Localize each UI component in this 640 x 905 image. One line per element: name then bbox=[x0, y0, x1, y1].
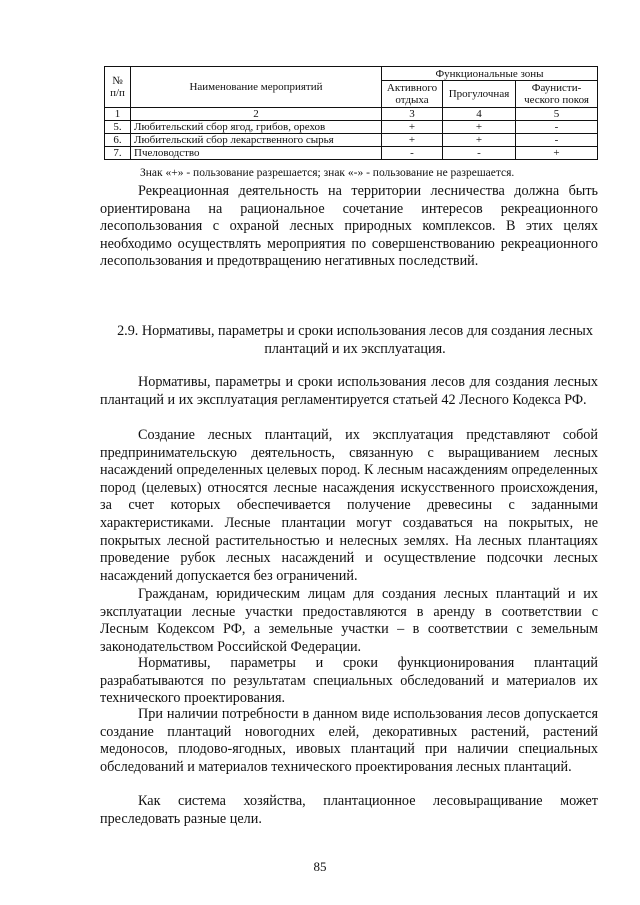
row-name: Любительский сбор лекарственного сырья bbox=[131, 134, 382, 147]
table-row bbox=[105, 147, 598, 160]
row-value: + bbox=[382, 121, 443, 134]
paragraph: Создание лесных плантаций, их эксплуатация представляют собой предпринимательскую деятельность, связанную с выращиванием лесных насаждений определенных целевых пород. К лесным насаждениям определенных пород (целевых) относятся лесные насаждения искусственного происхождения, за счет которых обеспечивается получение древесины с заданными характеристиками. Лесные плантации могут создаваться на покрытых, не покрытых лесной растительностью и нелесных землях. На лесных плантациях проведение рубок лесных насаждений и осуществление подсочки лесных насаждений допускается без ограничений. bbox=[100, 427, 598, 584]
row-name: Пчеловодство bbox=[131, 147, 382, 160]
col-number: 2 bbox=[131, 108, 382, 121]
row-name: Любительский сбор ягод, грибов, орехов bbox=[131, 121, 382, 134]
row-value: + bbox=[443, 121, 516, 134]
row-value: - bbox=[516, 134, 598, 147]
paragraph: Нормативы, параметры и сроки функционирования плантаций разрабатываются по результатам специальных обследований и материалов их технического проектирования. bbox=[100, 655, 598, 707]
col-number: 1 bbox=[105, 108, 131, 121]
header-name: Наименование мероприятий bbox=[131, 67, 382, 108]
header-zones-group: Функциональные зоны bbox=[382, 67, 598, 81]
section-heading: 2.9. Нормативы, параметры и сроки использования лесов для создания лесных плантаций и их эксплуатация. bbox=[117, 323, 593, 357]
row-value: + bbox=[382, 134, 443, 147]
row-value: + bbox=[443, 134, 516, 147]
row-value: - bbox=[516, 121, 598, 134]
row-value: - bbox=[382, 147, 443, 160]
col-number: 5 bbox=[516, 108, 598, 121]
header-zone-fauna: Фаунисти-ческого покоя bbox=[516, 81, 598, 108]
row-num: 6. bbox=[105, 134, 131, 147]
header-zone-active: Активного отдыха bbox=[382, 81, 443, 108]
row-num: 7. bbox=[105, 147, 131, 160]
paragraph: При наличии потребности в данном виде использования лесов допускается создание плантаций новогодних елей, декоративных растений, растений медоносов, плодово-ягодных, ивовых плантаций при наличии специальных обследований и материалов технического проектирования лесных плантаций. bbox=[100, 706, 598, 775]
row-num: 5. bbox=[105, 121, 131, 134]
functional-zones-table bbox=[104, 66, 598, 160]
col-number: 4 bbox=[443, 108, 516, 121]
col-number: 3 bbox=[382, 108, 443, 121]
paragraph: Как система хозяйства, плантационное лесовыращивание может преследовать разные цели. bbox=[100, 793, 598, 827]
paragraph: Гражданам, юридическим лицам для создания лесных плантаций и их эксплуатации лесные участки предоставляются в аренду в соответствии с Лесным Кодексом РФ, а земельные участки – в соответствии с земельным законодательством Российской Федерации. bbox=[100, 586, 598, 655]
page-number: 85 bbox=[313, 859, 327, 874]
table-row bbox=[105, 134, 598, 147]
header-num: № п/п bbox=[105, 67, 131, 108]
table-row bbox=[105, 121, 598, 134]
table-note: Знак «+» - пользование разрешается; знак «-» - пользование не разрешается. bbox=[140, 167, 515, 179]
paragraph-recreation: Рекреационная деятельность на территории лесничества должна быть ориентирована на рациональное сочетание интересов рекреационного лесопользования с охраной лесных природных комплексов. В этих целях необходимо осуществлять мероприятия по совершенствованию рекреационного лесопользования и предотвращению негативных последствий. bbox=[100, 183, 598, 270]
paragraph: Нормативы, параметры и сроки использования лесов для создания лесных плантаций и их эксплуатация регламентируется статьей 42 Лесного Кодекса РФ. bbox=[100, 374, 598, 408]
row-value: + bbox=[516, 147, 598, 160]
row-value: - bbox=[443, 147, 516, 160]
header-zone-walking: Прогулочная bbox=[443, 81, 516, 108]
